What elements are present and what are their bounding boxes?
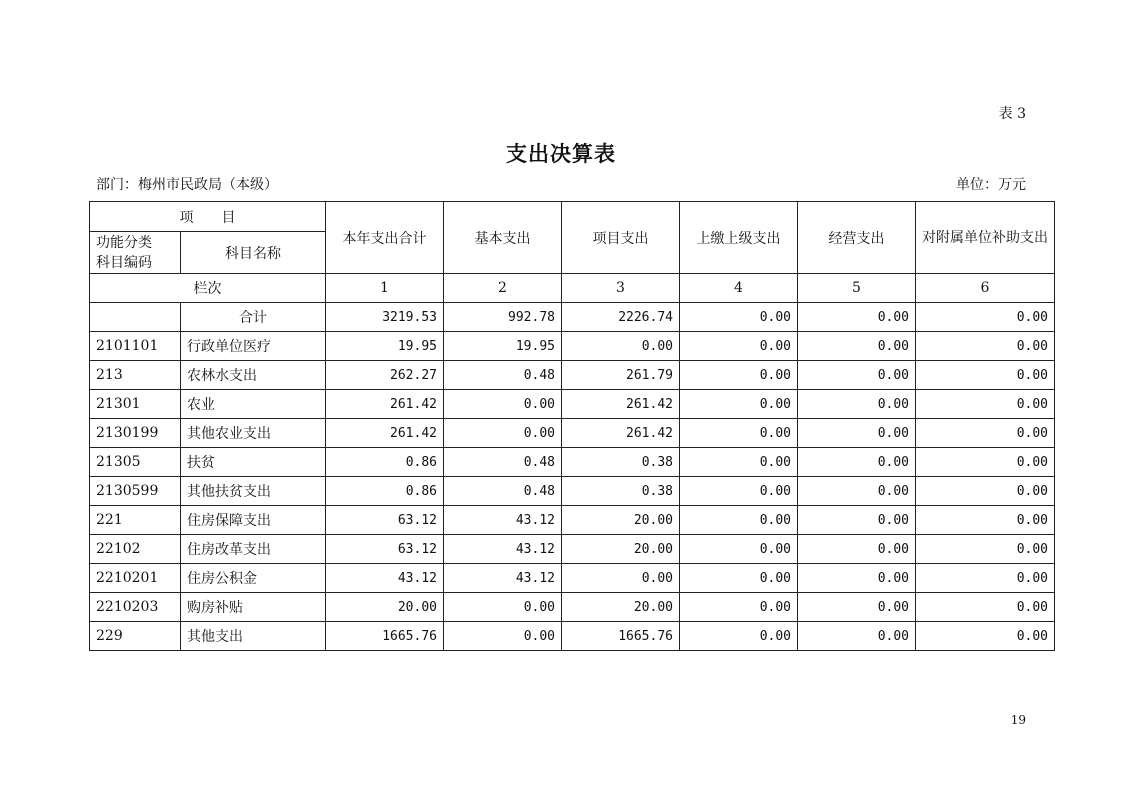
- index-num: 3: [562, 274, 680, 303]
- amount-cell: 0.00: [798, 506, 916, 535]
- sum-value: 2226.74: [562, 303, 680, 332]
- amount-cell: 19.95: [326, 332, 444, 361]
- amount-cell: 0.48: [444, 448, 562, 477]
- subject-name: 购房补贴: [181, 593, 326, 622]
- amount-cell: 0.00: [916, 361, 1055, 390]
- amount-cell: 0.00: [916, 477, 1055, 506]
- amount-cell: 0.00: [680, 506, 798, 535]
- table-row: [90, 419, 1055, 448]
- sum-value: 3219.53: [326, 303, 444, 332]
- sum-value: 0.00: [798, 303, 916, 332]
- amount-cell: 0.00: [798, 448, 916, 477]
- amount-cell: 43.12: [444, 535, 562, 564]
- subject-name: 行政单位医疗: [181, 332, 326, 361]
- subject-name: 住房保障支出: [181, 506, 326, 535]
- col-header-business: 经营支出: [798, 202, 916, 274]
- col-header-subsidiary: 对附属单位补助支出: [916, 202, 1055, 274]
- amount-cell: 0.00: [562, 564, 680, 593]
- subject-code: 229: [90, 622, 181, 651]
- index-num: 5: [798, 274, 916, 303]
- item-group-header: 项 目: [90, 202, 326, 232]
- amount-cell: 0.00: [916, 332, 1055, 361]
- amount-cell: 0.00: [798, 564, 916, 593]
- amount-cell: 63.12: [326, 506, 444, 535]
- unit-label: 单位：万元: [956, 177, 1026, 193]
- index-num: 4: [680, 274, 798, 303]
- amount-cell: 0.00: [680, 593, 798, 622]
- amount-cell: 0.00: [680, 448, 798, 477]
- amount-cell: 0.86: [326, 477, 444, 506]
- col-header-upper: 上缴上级支出: [680, 202, 798, 274]
- amount-cell: 0.00: [444, 390, 562, 419]
- subject-name: 农林水支出: [181, 361, 326, 390]
- table-row: [90, 564, 1055, 593]
- amount-cell: 261.42: [562, 419, 680, 448]
- table-row: [90, 448, 1055, 477]
- amount-cell: 0.00: [798, 361, 916, 390]
- amount-cell: 0.38: [562, 477, 680, 506]
- amount-cell: 43.12: [444, 564, 562, 593]
- table-number: 表 3: [998, 106, 1026, 122]
- amount-cell: 0.48: [444, 361, 562, 390]
- sum-label: 合计: [181, 303, 326, 332]
- amount-cell: 261.42: [326, 419, 444, 448]
- subject-name: 其他农业支出: [181, 419, 326, 448]
- amount-cell: 0.00: [916, 535, 1055, 564]
- amount-cell: 0.00: [798, 535, 916, 564]
- amount-cell: 43.12: [444, 506, 562, 535]
- table-row: [90, 506, 1055, 535]
- subject-name: 住房改革支出: [181, 535, 326, 564]
- table-row: [90, 390, 1055, 419]
- sum-value: 0.00: [916, 303, 1055, 332]
- index-num: 6: [916, 274, 1055, 303]
- amount-cell: 0.00: [680, 564, 798, 593]
- amount-cell: 261.79: [562, 361, 680, 390]
- col-header-subject-name: 科目名称: [181, 232, 326, 274]
- amount-cell: 0.00: [798, 593, 916, 622]
- subject-name: 住房公积金: [181, 564, 326, 593]
- subject-code: 213: [90, 361, 181, 390]
- amount-cell: 0.00: [562, 332, 680, 361]
- table-row: [90, 593, 1055, 622]
- subject-code: 22102: [90, 535, 181, 564]
- subject-code: 21305: [90, 448, 181, 477]
- subject-name: 其他支出: [181, 622, 326, 651]
- amount-cell: 0.00: [916, 622, 1055, 651]
- amount-cell: 261.42: [326, 390, 444, 419]
- amount-cell: 0.00: [680, 477, 798, 506]
- amount-cell: 0.86: [326, 448, 444, 477]
- amount-cell: 0.00: [680, 361, 798, 390]
- amount-cell: 0.48: [444, 477, 562, 506]
- subject-code: 2130599: [90, 477, 181, 506]
- sum-code-cell: [90, 303, 181, 332]
- amount-cell: 0.00: [798, 332, 916, 361]
- subject-name: 扶贫: [181, 448, 326, 477]
- index-num: 2: [444, 274, 562, 303]
- amount-cell: 0.00: [916, 564, 1055, 593]
- amount-cell: 19.95: [444, 332, 562, 361]
- amount-cell: 0.00: [680, 622, 798, 651]
- amount-cell: 0.00: [798, 477, 916, 506]
- amount-cell: 0.00: [916, 593, 1055, 622]
- amount-cell: 0.00: [798, 622, 916, 651]
- sum-value: 0.00: [680, 303, 798, 332]
- amount-cell: 0.00: [444, 622, 562, 651]
- table-row: [90, 332, 1055, 361]
- subject-code: 21301: [90, 390, 181, 419]
- amount-cell: 1665.76: [562, 622, 680, 651]
- amount-cell: 0.00: [680, 332, 798, 361]
- amount-cell: 1665.76: [326, 622, 444, 651]
- col-header-func-code: 功能分类 科目编码: [90, 232, 181, 274]
- subject-code: 2210203: [90, 593, 181, 622]
- col-header-basic: 基本支出: [444, 202, 562, 274]
- subject-code: 2210201: [90, 564, 181, 593]
- amount-cell: 0.00: [798, 419, 916, 448]
- amount-cell: 0.00: [798, 390, 916, 419]
- subject-name: 其他扶贫支出: [181, 477, 326, 506]
- expenditure-table: [89, 201, 1055, 651]
- col-header-total: 本年支出合计: [326, 202, 444, 274]
- table-row: [90, 622, 1055, 651]
- amount-cell: 262.27: [326, 361, 444, 390]
- index-num: 1: [326, 274, 444, 303]
- amount-cell: 63.12: [326, 535, 444, 564]
- col-header-project: 项目支出: [562, 202, 680, 274]
- subject-code: 2101101: [90, 332, 181, 361]
- amount-cell: 261.42: [562, 390, 680, 419]
- amount-cell: 0.00: [916, 390, 1055, 419]
- amount-cell: 0.38: [562, 448, 680, 477]
- subject-code: 2130199: [90, 419, 181, 448]
- amount-cell: 43.12: [326, 564, 444, 593]
- table-row: [90, 535, 1055, 564]
- amount-cell: 0.00: [916, 419, 1055, 448]
- index-row: [90, 274, 1055, 303]
- amount-cell: 0.00: [916, 506, 1055, 535]
- index-label: 栏次: [90, 274, 326, 303]
- header-row-1: [90, 202, 1055, 232]
- amount-cell: 20.00: [562, 506, 680, 535]
- page-title: 支出决算表: [506, 141, 616, 166]
- table-row: [90, 361, 1055, 390]
- amount-cell: 0.00: [680, 535, 798, 564]
- amount-cell: 0.00: [444, 593, 562, 622]
- data-rows: [90, 332, 1055, 651]
- amount-cell: 0.00: [444, 419, 562, 448]
- amount-cell: 20.00: [562, 593, 680, 622]
- amount-cell: 20.00: [562, 535, 680, 564]
- sum-row: [90, 303, 1055, 332]
- amount-cell: 0.00: [916, 448, 1055, 477]
- subject-code: 221: [90, 506, 181, 535]
- subject-name: 农业: [181, 390, 326, 419]
- amount-cell: 20.00: [326, 593, 444, 622]
- amount-cell: 0.00: [680, 419, 798, 448]
- sum-value: 992.78: [444, 303, 562, 332]
- amount-cell: 0.00: [680, 390, 798, 419]
- department-label: 部门：梅州市民政局（本级）: [96, 177, 278, 193]
- page-number: 19: [1010, 713, 1026, 727]
- table-row: [90, 477, 1055, 506]
